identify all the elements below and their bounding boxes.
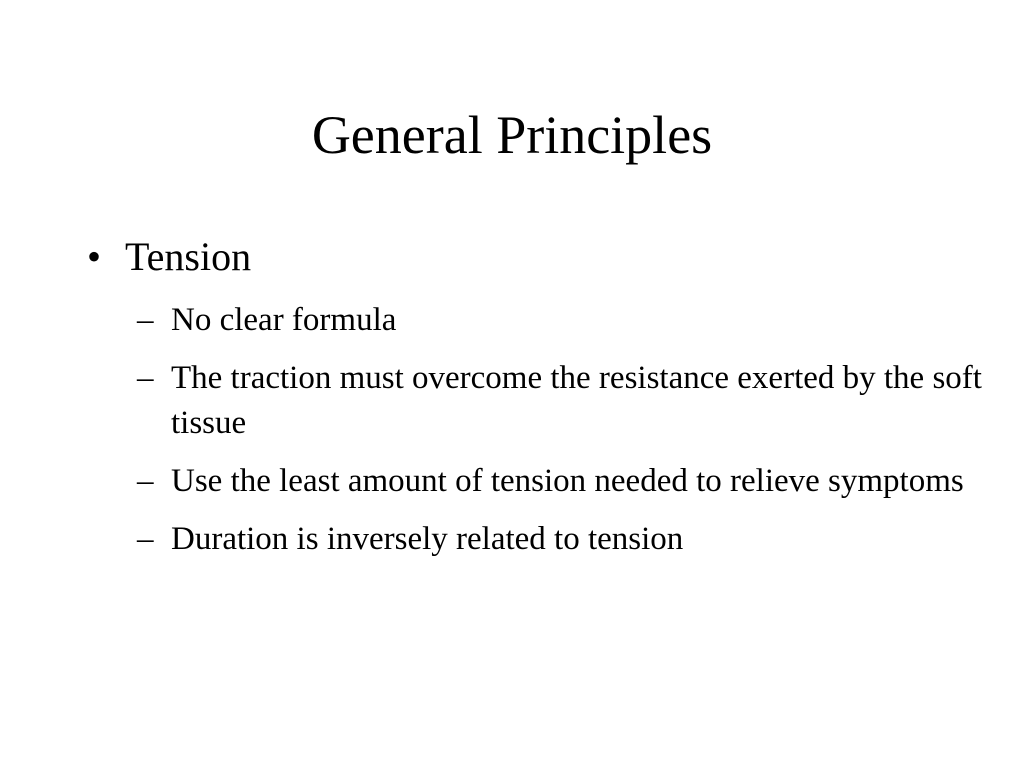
- dash-marker: –: [137, 521, 154, 557]
- slide-title: General Principles: [311, 105, 713, 165]
- sub-bullet-item: [137, 517, 997, 562]
- bullet-item-tension: [87, 234, 251, 280]
- sub-bullet-item: [137, 356, 997, 446]
- sub-bullet-list: [137, 298, 997, 575]
- dash-marker: –: [137, 463, 154, 499]
- sub-bullet-text: Duration is inversely related to tension: [171, 521, 684, 557]
- sub-bullet-text: No clear formula: [171, 302, 397, 338]
- sub-bullet-text: Use the least amount of tension needed to relieve symptoms: [171, 463, 964, 499]
- sub-bullet-item: [137, 298, 997, 343]
- dash-marker: –: [137, 302, 154, 338]
- sub-bullet-text: The traction must overcome the resistance exerted by the soft tissue: [171, 360, 982, 441]
- bullet-text: Tension: [125, 234, 252, 279]
- sub-bullet-item: [137, 459, 997, 504]
- dash-marker: –: [137, 360, 154, 396]
- bullet-marker: •: [87, 234, 102, 279]
